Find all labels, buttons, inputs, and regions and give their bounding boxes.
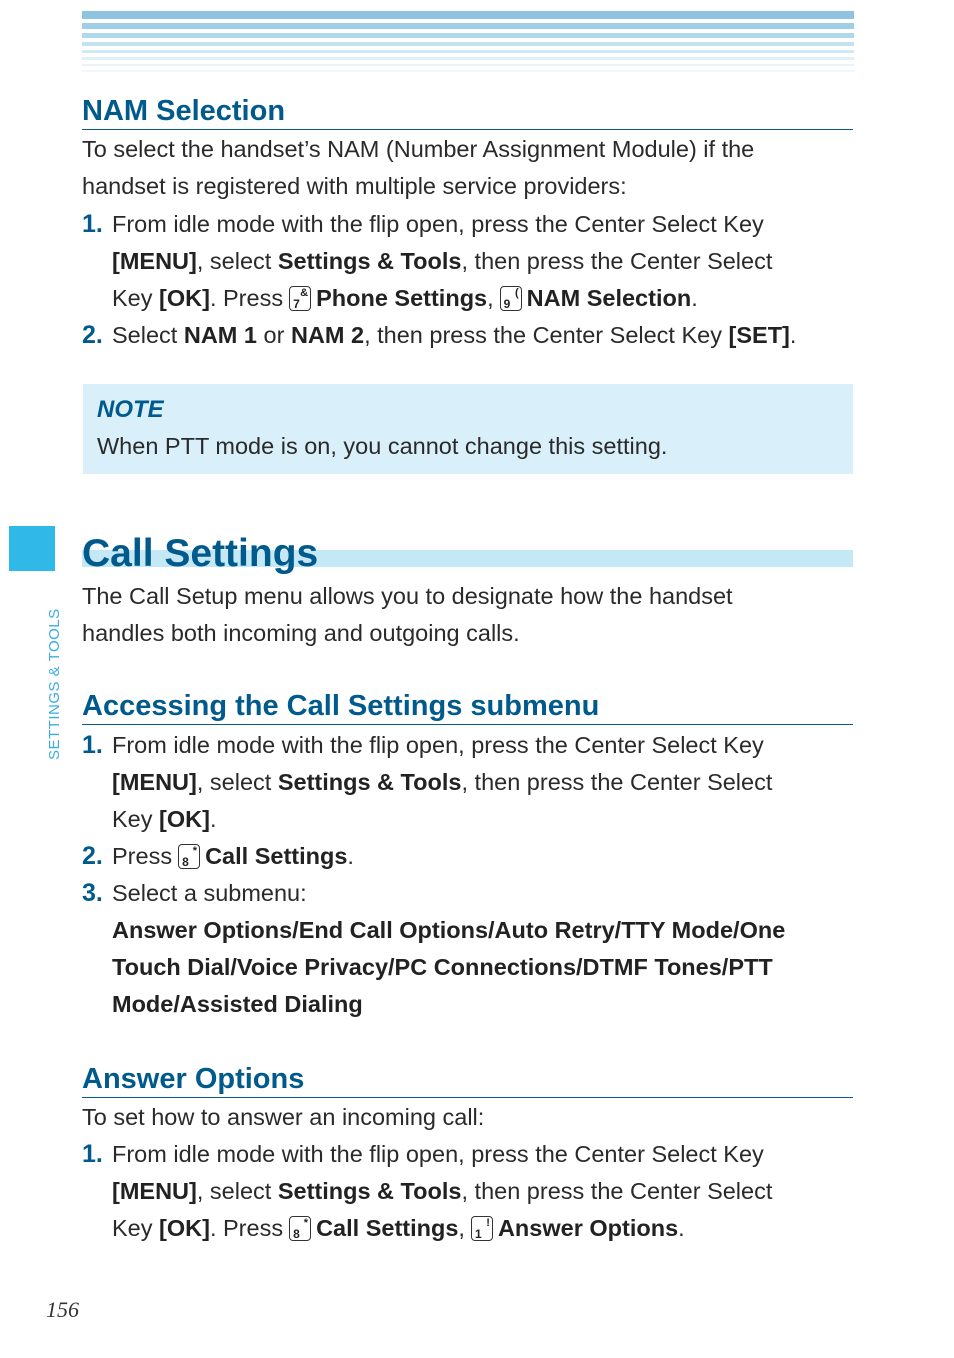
step-text: From idle mode with the flip open, press the Center Select Key bbox=[112, 211, 764, 237]
nam-2-label: NAM 2 bbox=[290, 322, 365, 348]
set-key-label: [SET] bbox=[728, 322, 790, 348]
nam-step-2: 2. Select NAM 1 or NAM 2, then press the Center Select Key [SET]. bbox=[82, 317, 852, 354]
step-text: . Press bbox=[209, 285, 284, 311]
key-1-icon: ! 1 bbox=[471, 1216, 493, 1241]
submenu-list-line-1: Answer Options/End Call Options/Auto Retry/TTY Mode/One bbox=[112, 917, 786, 943]
call-intro bbox=[82, 578, 852, 652]
answer-intro bbox=[82, 1099, 852, 1136]
step-text: , select bbox=[196, 248, 278, 274]
nam-1-label: NAM 1 bbox=[183, 322, 257, 348]
step-number: 1. bbox=[82, 210, 103, 238]
page-number: 156 bbox=[46, 1297, 79, 1322]
ok-key-label: [OK] bbox=[159, 806, 210, 832]
nam-intro-line-1: To select the handset’s NAM (Number Assignment Module) if the bbox=[82, 136, 755, 162]
menu-key-label: [MENU] bbox=[112, 1178, 197, 1204]
menu-key-label: [MENU] bbox=[112, 248, 197, 274]
menu-key-label: [MENU] bbox=[112, 769, 197, 795]
note-box bbox=[83, 384, 853, 474]
step-text: From idle mode with the flip open, press the Center Select Key bbox=[112, 732, 764, 758]
step-number: 2. bbox=[82, 321, 103, 349]
step-text: Key bbox=[112, 285, 160, 311]
accessing-heading: Accessing the Call Settings submenu bbox=[82, 689, 853, 725]
call-settings-heading: Call Settings bbox=[82, 532, 319, 575]
key-9-icon: ( 9 bbox=[500, 286, 522, 311]
call-settings-heading-block bbox=[82, 530, 853, 578]
nam-selection-label: NAM Selection bbox=[526, 285, 692, 311]
call-settings-label: Call Settings bbox=[205, 843, 348, 869]
settings-tools-label: Settings & Tools bbox=[277, 769, 462, 795]
answer-step-1: 1. From idle mode with the flip open, press the Center Select Key [MENU], select Settings & Tools, then press the Center Select Key [OK]. Press * 8 Call Settings, ! 1 Answer Options. bbox=[82, 1136, 852, 1247]
nam-intro-line-2: handset is registered with multiple service providers: bbox=[82, 173, 627, 199]
phone-settings-label: Phone Settings bbox=[316, 285, 488, 311]
nam-step-1: 1. From idle mode with the flip open, press the Center Select Key [MENU], select Settings & Tools, then press the Center Select Key [OK]. Press & 7 Phone Settings, ( 9 NAM Selection. bbox=[82, 206, 852, 317]
ok-key-label: [OK] bbox=[159, 1215, 210, 1241]
step-number: 1. bbox=[82, 731, 103, 759]
note-title: NOTE bbox=[97, 396, 164, 423]
settings-tools-label: Settings & Tools bbox=[277, 248, 462, 274]
call-settings-label: Call Settings bbox=[316, 1215, 459, 1241]
access-step-1: 1. From idle mode with the flip open, press the Center Select Key [MENU], select Settings & Tools, then press the Center Select Key [OK]. bbox=[82, 727, 852, 838]
header-stripes bbox=[82, 11, 854, 77]
settings-tools-label: Settings & Tools bbox=[277, 1178, 462, 1204]
answer-intro-line: To set how to answer an incoming call: bbox=[82, 1104, 485, 1130]
call-intro-line-1: The Call Setup menu allows you to designate how the handset bbox=[82, 583, 733, 609]
side-section-label: SETTINGS & TOOLS bbox=[46, 608, 63, 760]
access-step-2: 2. Press * 8 Call Settings. bbox=[82, 838, 852, 875]
step-number: 3. bbox=[82, 879, 103, 907]
answer-options-label: Answer Options bbox=[497, 1215, 679, 1241]
answer-options-heading: Answer Options bbox=[82, 1062, 853, 1098]
step-text: , then press the Center Select bbox=[461, 248, 773, 274]
ok-key-label: [OK] bbox=[159, 285, 210, 311]
nam-intro bbox=[82, 131, 852, 205]
note-text: When PTT mode is on, you cannot change this setting. bbox=[97, 433, 668, 459]
key-7-icon: & 7 bbox=[289, 286, 311, 311]
step-number: 2. bbox=[82, 842, 103, 870]
access-step-3 bbox=[82, 875, 852, 1023]
step-text: From idle mode with the flip open, press the Center Select Key bbox=[112, 1141, 764, 1167]
call-intro-line-2: handles both incoming and outgoing calls. bbox=[82, 620, 520, 646]
submenu-list-line-2: Touch Dial/Voice Privacy/PC Connections/DTMF Tones/PTT bbox=[112, 954, 773, 980]
key-8-icon: * 8 bbox=[289, 1216, 311, 1241]
submenu-list-line-3: Mode/Assisted Dialing bbox=[112, 991, 363, 1017]
step-number: 1. bbox=[82, 1140, 103, 1168]
key-8-icon: * 8 bbox=[178, 844, 200, 869]
nam-selection-heading: NAM Selection bbox=[82, 94, 853, 130]
step-text: Select a submenu: bbox=[112, 880, 307, 906]
side-tab-marker bbox=[9, 526, 55, 571]
